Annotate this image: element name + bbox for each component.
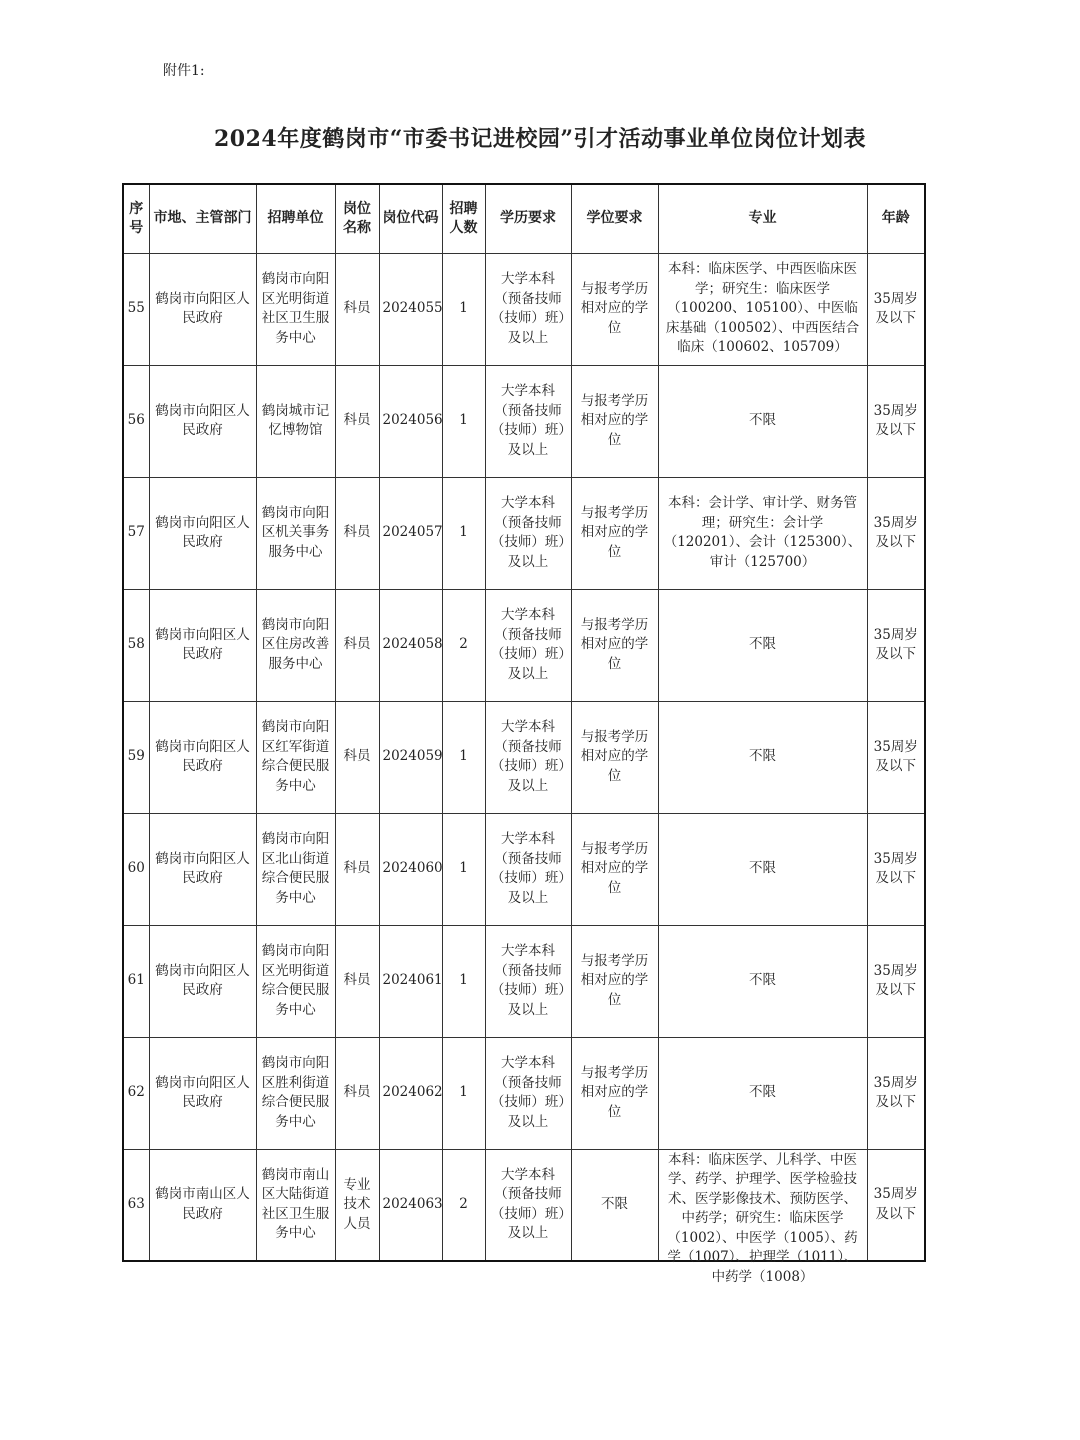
row-dept: 鹤岗市向阳区人民政府 — [149, 1037, 256, 1149]
row-position: 科员 — [335, 925, 379, 1037]
row-count: 2 — [442, 589, 485, 701]
row-degree: 与报考学历相对应的学位 — [571, 365, 658, 477]
row-major — [658, 1037, 867, 1149]
row-education: 大学本科（预备技师（技师）班）及以上 — [485, 477, 571, 589]
row-unit: 鹤岗市向阳区光明街道社区卫生服务中心 — [256, 253, 335, 365]
row-dept: 鹤岗市向阳区人民政府 — [149, 365, 256, 477]
row-code: 2024057 — [379, 477, 442, 589]
row-seq: 56 — [123, 365, 149, 477]
row-degree: 与报考学历相对应的学位 — [571, 701, 658, 813]
row-count: 1 — [442, 253, 485, 365]
row-code: 2024059 — [379, 701, 442, 813]
row-code: 2024058 — [379, 589, 442, 701]
header-age: 年龄 — [867, 184, 925, 253]
row-count: 1 — [442, 925, 485, 1037]
row-major-text: 本科：临床医学、儿科学、中医学、药学、护理学、医学检验技术、医学影像技术、预防医学、中药学；研究生：临床医学（1002）、中医学（1005）、药学（1007）、护理学（1011）、中药学（1008） — [667, 1151, 858, 1285]
row-degree: 与报考学历相对应的学位 — [571, 925, 658, 1037]
row-education: 大学本科（预备技师（技师）班）及以上 — [485, 1037, 571, 1149]
row-age: 35周岁及以下 — [867, 589, 925, 701]
row-education: 大学本科（预备技师（技师）班）及以上 — [485, 365, 571, 477]
row-count: 1 — [442, 1037, 485, 1149]
row-dept: 鹤岗市向阳区人民政府 — [149, 925, 256, 1037]
row-degree: 与报考学历相对应的学位 — [571, 477, 658, 589]
row-degree: 与报考学历相对应的学位 — [571, 1037, 658, 1149]
row-major-text: 不限 — [749, 412, 776, 429]
row-age: 35周岁及以下 — [867, 813, 925, 925]
document-title: 2024年度鹤岗市“市委书记进校园”引才活动事业单位岗位计划表 — [213, 126, 867, 152]
row-count: 1 — [442, 701, 485, 813]
row-code: 2024062 — [379, 1037, 442, 1149]
table-row — [123, 1149, 925, 1261]
row-count: 1 — [442, 813, 485, 925]
row-dept: 鹤岗市南山区人民政府 — [149, 1149, 256, 1261]
row-unit: 鹤岗市向阳区胜利街道综合便民服务中心 — [256, 1037, 335, 1149]
row-age: 35周岁及以下 — [867, 253, 925, 365]
header-code: 岗位代码 — [379, 184, 442, 253]
table-row — [123, 813, 925, 925]
row-seq: 61 — [123, 925, 149, 1037]
row-major-text: 不限 — [749, 1084, 776, 1101]
header-degree: 学位要求 — [571, 184, 658, 253]
row-major — [658, 813, 867, 925]
row-count: 1 — [442, 365, 485, 477]
table-row — [123, 925, 925, 1037]
row-unit: 鹤岗市向阳区住房改善服务中心 — [256, 589, 335, 701]
row-position: 科员 — [335, 1037, 379, 1149]
row-education: 大学本科（预备技师（技师）班）及以上 — [485, 701, 571, 813]
row-seq: 62 — [123, 1037, 149, 1149]
row-major-text: 不限 — [749, 748, 776, 765]
row-education: 大学本科（预备技师（技师）班）及以上 — [485, 813, 571, 925]
row-education: 大学本科（预备技师（技师）班）及以上 — [485, 253, 571, 365]
header-dept: 市地、主管部门 — [149, 184, 256, 253]
header-education: 学历要求 — [485, 184, 571, 253]
row-major-text: 不限 — [749, 972, 776, 989]
row-major — [658, 477, 867, 589]
header-seq: 序号 — [123, 184, 149, 253]
row-degree: 不限 — [571, 1149, 658, 1261]
row-age: 35周岁及以下 — [867, 925, 925, 1037]
table-row — [123, 365, 925, 477]
row-seq: 55 — [123, 253, 149, 365]
header-count: 招聘人数 — [442, 184, 485, 253]
row-major — [658, 925, 867, 1037]
row-unit: 鹤岗市向阳区红军街道综合便民服务中心 — [256, 701, 335, 813]
table-row — [123, 1037, 925, 1149]
row-position: 科员 — [335, 589, 379, 701]
row-major-text: 不限 — [749, 860, 776, 877]
row-dept: 鹤岗市向阳区人民政府 — [149, 253, 256, 365]
row-dept: 鹤岗市向阳区人民政府 — [149, 813, 256, 925]
row-position: 科员 — [335, 477, 379, 589]
header-major: 专业 — [658, 184, 867, 253]
row-major — [658, 701, 867, 813]
row-position: 科员 — [335, 365, 379, 477]
row-major-text: 本科：会计学、审计学、财务管理；研究生：会计学（120201）、会计（125300）、审计（125700） — [663, 495, 862, 570]
row-dept: 鹤岗市向阳区人民政府 — [149, 589, 256, 701]
row-position: 科员 — [335, 253, 379, 365]
table-row — [123, 253, 925, 365]
row-unit: 鹤岗市向阳区机关事务服务中心 — [256, 477, 335, 589]
row-major — [658, 1149, 867, 1285]
header-unit: 招聘单位 — [256, 184, 335, 253]
row-major — [658, 253, 867, 365]
row-age: 35周岁及以下 — [867, 365, 925, 477]
row-degree: 与报考学历相对应的学位 — [571, 253, 658, 365]
table-row — [123, 589, 925, 701]
row-education: 大学本科（预备技师（技师）班）及以上 — [485, 1149, 571, 1261]
row-unit: 鹤岗市南山区大陆街道社区卫生服务中心 — [256, 1149, 335, 1261]
row-seq: 60 — [123, 813, 149, 925]
row-seq: 63 — [123, 1149, 149, 1261]
row-count: 1 — [442, 477, 485, 589]
row-major — [658, 589, 867, 701]
row-education: 大学本科（预备技师（技师）班）及以上 — [485, 589, 571, 701]
row-unit: 鹤岗城市记忆博物馆 — [256, 365, 335, 477]
attachment-label: 附件1: — [163, 63, 205, 79]
table-row — [123, 477, 925, 589]
row-unit: 鹤岗市向阳区光明街道综合便民服务中心 — [256, 925, 335, 1037]
row-dept: 鹤岗市向阳区人民政府 — [149, 477, 256, 589]
row-age: 35周岁及以下 — [867, 1037, 925, 1149]
row-code: 2024060 — [379, 813, 442, 925]
row-dept: 鹤岗市向阳区人民政府 — [149, 701, 256, 813]
row-count: 2 — [442, 1149, 485, 1261]
row-age: 35周岁及以下 — [867, 1149, 925, 1261]
row-seq: 58 — [123, 589, 149, 701]
row-degree: 与报考学历相对应的学位 — [571, 813, 658, 925]
row-degree: 与报考学历相对应的学位 — [571, 589, 658, 701]
row-major-text: 不限 — [749, 636, 776, 653]
row-seq: 59 — [123, 701, 149, 813]
row-education: 大学本科（预备技师（技师）班）及以上 — [485, 925, 571, 1037]
row-code: 2024063 — [379, 1149, 442, 1261]
table-row — [123, 701, 925, 813]
row-major — [658, 365, 867, 477]
header-position: 岗位名称 — [335, 184, 379, 253]
table-header-row — [123, 184, 925, 253]
row-age: 35周岁及以下 — [867, 477, 925, 589]
row-position: 科员 — [335, 701, 379, 813]
row-position: 专业技术人员 — [335, 1149, 379, 1261]
row-code: 2024061 — [379, 925, 442, 1037]
row-code: 2024056 — [379, 365, 442, 477]
row-age: 35周岁及以下 — [867, 701, 925, 813]
row-unit: 鹤岗市向阳区北山街道综合便民服务中心 — [256, 813, 335, 925]
row-major-text: 本科：临床医学、中西医临床医学；研究生：临床医学（100200、105100）、中医临床基础（100502）、中西医结合临床（100602、105709） — [665, 261, 860, 356]
position-plan-table — [122, 183, 926, 1285]
row-code: 2024055 — [379, 253, 442, 365]
row-seq: 57 — [123, 477, 149, 589]
row-position: 科员 — [335, 813, 379, 925]
